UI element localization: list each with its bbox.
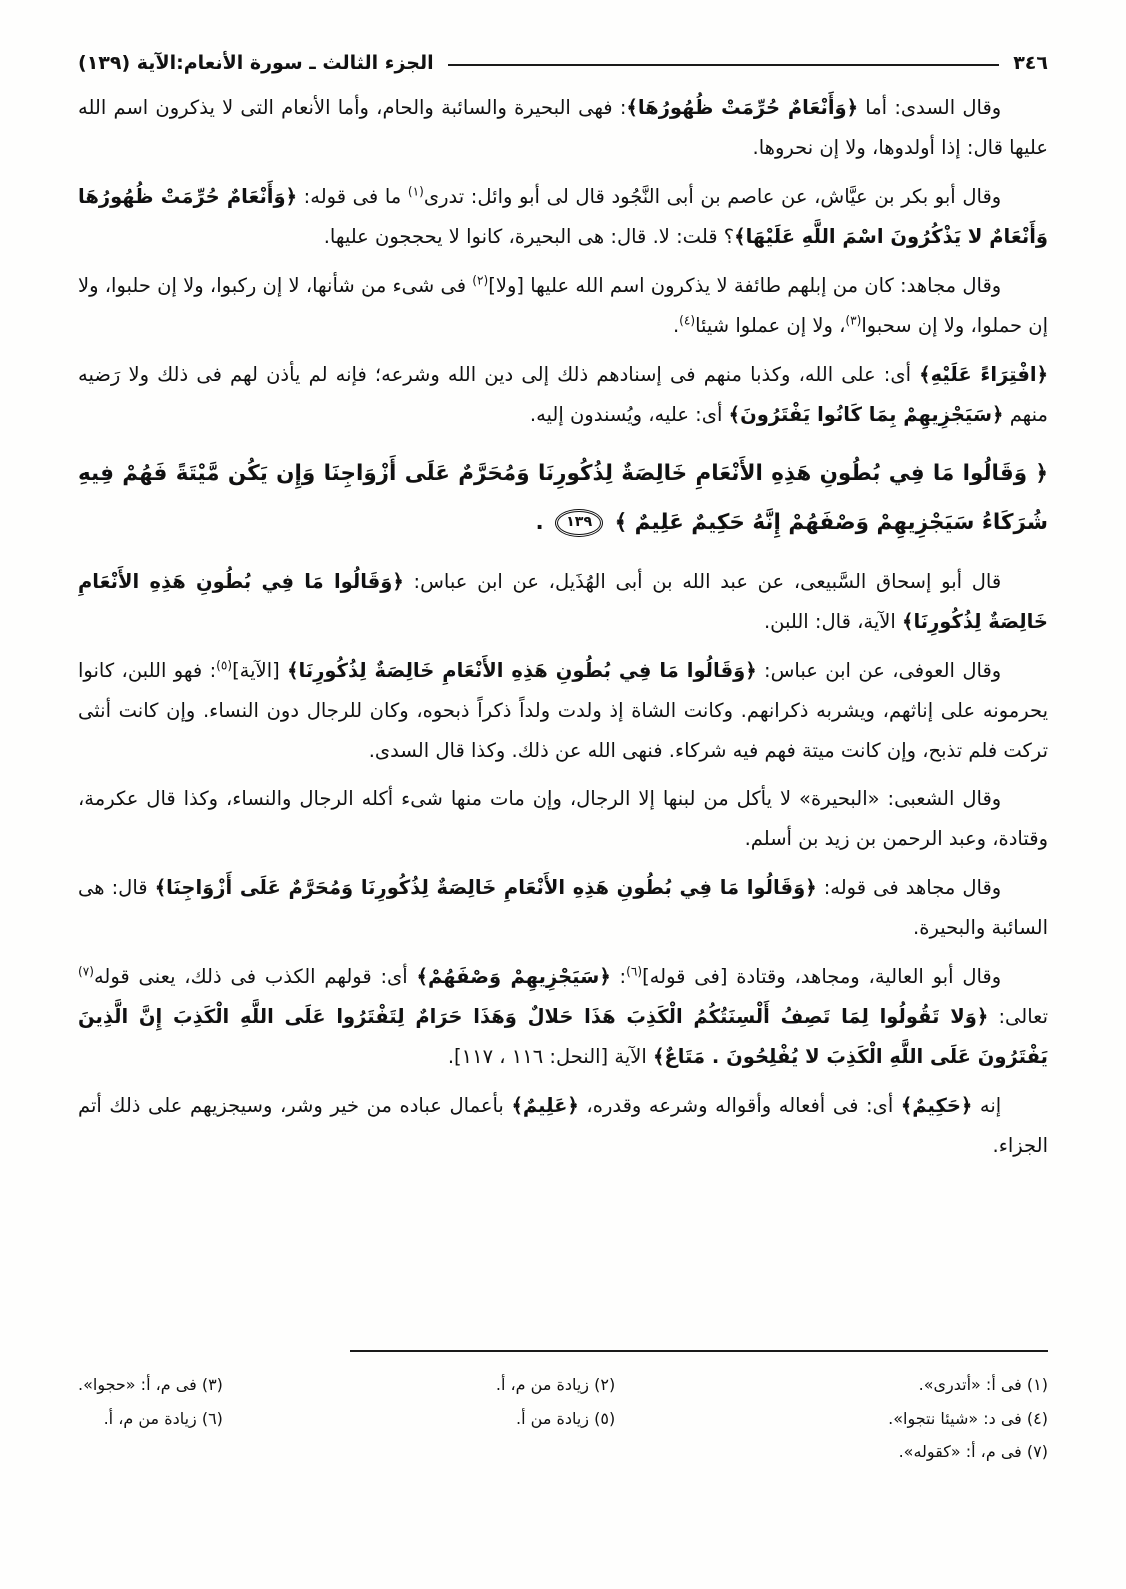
- text-segment: أى: قولهم الكذب فى ذلك، يعنى قوله: [93, 965, 417, 989]
- footnote-column-1: [888, 1368, 1048, 1469]
- quran-quote: ﴿ وَقَالُوا مَا فِي بُطُونِ هَذِهِ الأَنْعَامِ خَالِصَةٌ لِذُكُورِنَا وَمُحَرَّمٌ عَلَى أَزْوَاجِنَا وَإِن يَكُن مَّيْتَةً فَهُمْ فِيهِ شُرَكَاءُ سَيَجْزِيهِمْ وَصْفَهُمْ إِنَّهُ حَكِيمٌ عَلِيمٌ ﴾: [78, 460, 1048, 536]
- paragraph: [78, 651, 1048, 771]
- quran-quote: ﴿حَكِيمٌ﴾: [900, 1094, 973, 1118]
- text-segment: ما فى قوله:: [297, 184, 408, 208]
- page-header: [78, 52, 1048, 74]
- header-rule: [448, 64, 1000, 66]
- text-segment: وقال أبو بكر بن عيَّاش، عن عاصم بن أبى النَّجُود قال لى أبو وائل: تدرى: [423, 184, 1002, 208]
- footnote: (١) فى أ: «أتدرى».: [918, 1375, 1048, 1395]
- quran-quote: ﴿وَقَالُوا مَا فِي بُطُونِ هَذِهِ الأَنْعَامِ خَالِصَةٌ لِذُكُورِنَا﴾: [287, 658, 757, 682]
- text-segment: : فهو اللبن، كانوا يحرمونه على إناثهم، ويشربه ذكرانهم. وكانت الشاة إذ ولدت ولداً ذكراً ذبحوه، وكان للرجال دون النساء. وإن كانت أنثى تركت فلم تذبح، وإن كانت ميتة فهم فيه شركاء. فنهى الله عن ذلك. وكذا قال السدى.: [78, 658, 1048, 762]
- text-segment: : فهى البحيرة والسائبة والحام، وأما الأنعام التى لا يذكرون اسم الله عليها قال: إذا أولدوها، ولا إن نحروها.: [78, 96, 1048, 159]
- footnote-column-2: [496, 1368, 615, 1435]
- footnote-columns: [78, 1368, 1048, 1469]
- footnote-divider: [350, 1350, 1048, 1352]
- footnote-marker: (٥): [216, 658, 233, 673]
- quran-quote: ﴿وَقَالُوا مَا فِي بُطُونِ هَذِهِ الأَنْعَامِ خَالِصَةٌ لِذُكُورِنَا﴾: [78, 569, 1048, 633]
- paragraph: [78, 177, 1048, 257]
- text-segment: وقال أبو العالية، ومجاهد، وقتادة [فى قوله]: [642, 965, 1002, 989]
- text-segment: .: [672, 313, 680, 337]
- footnote-column-3: [78, 1368, 223, 1435]
- paragraph: [78, 88, 1048, 168]
- text-segment: وقال السدى: أما: [858, 96, 1002, 119]
- quran-quote: ﴿وَأَنْعَامٌ حُرِّمَتْ ظُهُورُهَا﴾: [626, 96, 859, 119]
- text-segment: أى: على الله، وكذبا منهم فى إسنادهم ذلك إلى دين الله وشرعه؛ فإنه لم يأذن لهم فى ذلك ولا رَضيه منهم: [78, 362, 1048, 426]
- text-segment: تعالى:: [988, 1005, 1048, 1029]
- page-number: ٣٤٦: [1013, 52, 1048, 74]
- footnote-marker: (٦): [626, 964, 643, 979]
- text-segment: [الآية]: [232, 658, 288, 682]
- footnote: (٢) زيادة من م، أ.: [495, 1375, 616, 1395]
- text-segment: الآية [النحل: ١١٦ ، ١١٧].: [447, 1045, 653, 1069]
- text-segment: الآية، قال: اللبن.: [763, 609, 903, 633]
- text-segment: فى شىء من شأنها، لا إن ركبوا، ولا إن حلبوا، ولا إن حملوا، ولا إن سحبوا: [78, 273, 1048, 337]
- quran-quote: ﴿سَيَجْزِيهِمْ وَصْفَهُمْ﴾: [416, 965, 611, 989]
- page-body: [78, 88, 1048, 1175]
- footnote-marker: (٢): [472, 273, 489, 288]
- footnote: (٥) زيادة من أ.: [516, 1408, 616, 1428]
- footnote: (٣) فى م، أ: «حجوا».: [78, 1375, 223, 1395]
- text-segment: :: [610, 965, 627, 989]
- footnote-marker: (٧): [78, 964, 94, 979]
- quran-quote: ﴿عَلِيمٌ﴾: [511, 1094, 579, 1118]
- text-segment: قال: هى السائبة والبحيرة.: [78, 876, 1048, 940]
- text-segment: أى: عليه، ويُسندون إليه.: [529, 402, 729, 426]
- quran-verse-block: [78, 449, 1048, 548]
- text-segment: وقال العوفى، عن ابن عباس:: [756, 658, 1002, 682]
- text-segment: أى: فى أفعاله وأقواله وشرعه وقدره،: [578, 1094, 901, 1118]
- paragraph: [78, 868, 1048, 948]
- text-segment: ، ولا إن عملوا شيئا: [695, 313, 846, 337]
- text-segment: إنه: [972, 1094, 1002, 1118]
- paragraph: [78, 266, 1048, 346]
- text-segment: قال أبو إسحاق السَّبيعى، عن عبد الله بن أبى الهُذَيل، عن ابن عباس:: [403, 569, 1002, 593]
- footnote: (٧) فى م، أ: «كقوله».: [898, 1442, 1048, 1462]
- verse-number-ornament: ١٣٩: [555, 509, 603, 537]
- footnote-marker: (٤): [679, 313, 696, 328]
- text-segment: .: [535, 510, 552, 536]
- quran-quote: ﴿وَلا تَقُولُوا لِمَا تَصِفُ أَلْسِنَتُكُمُ الْكَذِبَ هَذَا حَلالٌ وَهَذَا حَرَامٌ لِتَفْتَرُوا عَلَى اللَّهِ الْكَذِبَ إِنَّ الَّذِينَ يَفْتَرُونَ عَلَى اللَّهِ الْكَذِبَ لا يُفْلِحُونَ . مَتَاعٌ﴾: [78, 1005, 1048, 1069]
- text-segment: ؟ قلت: لا. قال: هى البحيرة، كانوا لا يحججون عليها.: [323, 224, 735, 248]
- paragraph: [78, 355, 1048, 435]
- paragraph: [78, 779, 1048, 859]
- quran-quote: ﴿وَأَنْعَامٌ حُرِّمَتْ ظُهُورُهَا وَأَنْعَامٌ لا يَذْكُرُونَ اسْمَ اللَّهِ عَلَيْهَا﴾: [78, 184, 1048, 248]
- paragraph: [78, 1086, 1048, 1166]
- footnote: (٤) فى د: «شيئا نتجوا».: [888, 1408, 1048, 1428]
- footnotes-section: [78, 1350, 1048, 1469]
- text-segment: بأعمال عباده من خير وشر، وسيجزيهم على ذلك أتم الجزاء.: [78, 1094, 1048, 1158]
- quran-quote: ﴿وَقَالُوا مَا فِي بُطُونِ هَذِهِ الأَنْعَامِ خَالِصَةٌ لِذُكُورِنَا وَمُحَرَّمٌ عَلَى أَزْوَاجِنَا﴾: [154, 876, 817, 900]
- text-segment: وقال الشعبى: «البحيرة» لا يأكل من لبنها إلا الرجال، وإن مات منها شىء أكله الرجال والنساء، وكذا قال عكرمة، وقتادة، وعبد الرحمن بن زيد بن أسلم.: [78, 787, 1048, 851]
- text-segment: وقال مجاهد: كان من إبلهم طائفة لا يذكرون اسم الله عليها [ولا]: [488, 273, 1002, 297]
- footnote: (٦) زيادة من م، أ.: [103, 1408, 223, 1428]
- footnote-marker: (١): [407, 184, 424, 199]
- text-segment: وقال مجاهد فى قوله:: [816, 876, 1002, 900]
- paragraph: [78, 562, 1048, 642]
- chapter-title: الجزء الثالث ـ سورة الأنعام:الآية (١٣٩): [78, 52, 434, 74]
- footnote-marker: (٣): [845, 313, 862, 328]
- paragraph: [78, 957, 1048, 1077]
- quran-quote: ﴿سَيَجْزِيهِمْ بِمَا كَانُوا يَفْتَرُونَ﴾: [728, 402, 1004, 426]
- quran-quote: ﴿افْتِرَاءً عَلَيْهِ﴾: [919, 362, 1048, 386]
